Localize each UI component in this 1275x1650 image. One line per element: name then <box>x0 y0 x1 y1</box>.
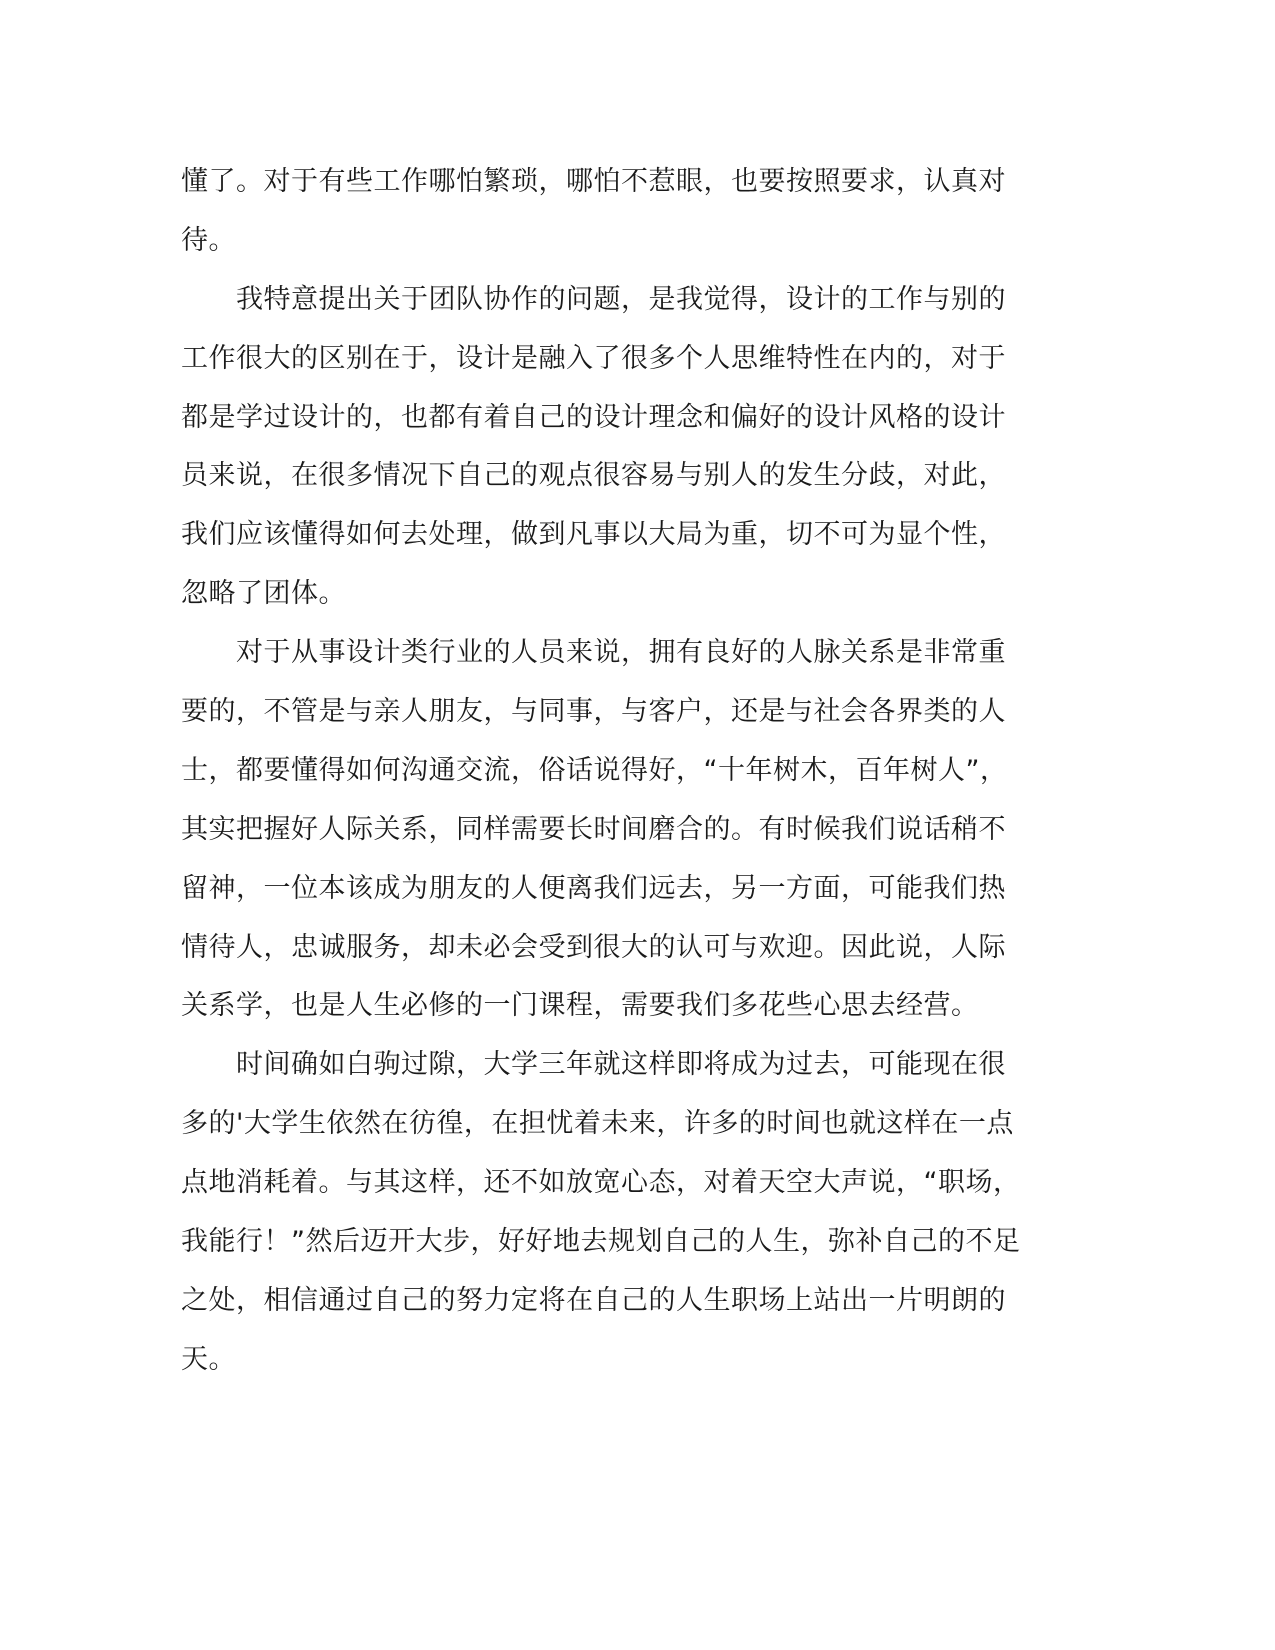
text-line: 我们应该懂得如何去处理，做到凡事以大局为重，切不可为显个性， <box>181 519 1006 551</box>
text-line: 情待人，忠诚服务，却未必会受到很大的认可与欢迎。因此说，人际 <box>181 931 1006 963</box>
text-line: 留神，一位本该成为朋友的人便离我们远去，另一方面，可能我们热 <box>181 872 1006 904</box>
text-line: 我能行！”然后迈开大步，好好地去规划自己的人生，弥补自己的不足 <box>181 1226 1021 1258</box>
text-line: 士，都要懂得如何沟通交流，俗话说得好，“十年树木，百年树人”， <box>181 754 1008 786</box>
text-line: 多的'大学生依然在彷徨，在担忧着未来，许多的时间也就这样在一点 <box>181 1108 1014 1140</box>
text-line: 时间确如白驹过隙，大学三年就这样即将成为过去，可能现在很 <box>181 1049 1006 1081</box>
text-line: 其实把握好人际关系，同样需要长时间磨合的。有时候我们说话稍不 <box>181 813 1006 845</box>
body-text <box>181 160 1031 1397</box>
text-line: 天。 <box>181 1343 236 1375</box>
text-line: 忽略了团体。 <box>181 578 346 610</box>
text-line: 要的，不管是与亲人朋友，与同事，与客户，还是与社会各界类的人 <box>181 696 1006 728</box>
text-line: 之处，相信通过自己的努力定将在自己的人生职场上站出一片明朗的 <box>181 1284 1006 1316</box>
text-line: 懂了。对于有些工作哪怕繁琐，哪怕不惹眼，也要按照要求，认真对 <box>181 166 1006 197</box>
text-line: 对于从事设计类行业的人员来说，拥有良好的人脉关系是非常重 <box>181 637 1006 669</box>
text-line: 我特意提出关于团队协作的问题，是我觉得，设计的工作与别的 <box>181 283 1006 315</box>
text-line: 关系学，也是人生必修的一门课程，需要我们多花些心思去经营。 <box>181 990 979 1022</box>
text-line: 待。 <box>181 224 236 256</box>
text-line: 都是学过设计的，也都有着自己的设计理念和偏好的设计风格的设计 <box>181 401 1006 433</box>
text-line: 工作很大的区别在于，设计是融入了很多个人思维特性在内的，对于 <box>181 342 1006 374</box>
text-line: 员来说，在很多情况下自己的观点很容易与别人的发生分歧，对此， <box>181 460 1006 492</box>
text-line: 点地消耗着。与其这样，还不如放宽心态，对着天空大声说，“职场， <box>181 1167 1021 1199</box>
